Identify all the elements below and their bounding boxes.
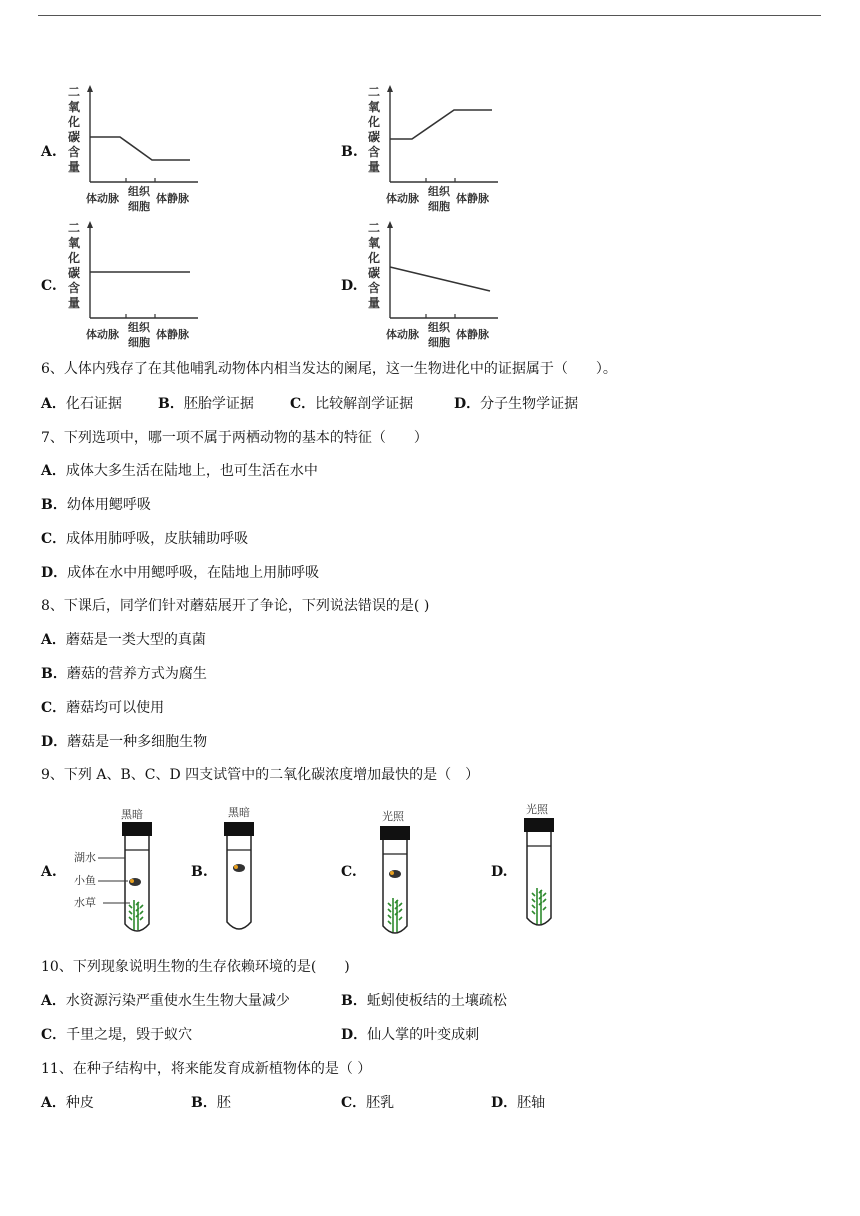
q8-option-d [41, 733, 207, 751]
option-label: A． [41, 993, 66, 1009]
option-label: D． [41, 565, 68, 581]
y-axis-char: 氧 [368, 236, 381, 250]
q10-option-b [341, 992, 507, 1010]
tube-a-figure [68, 804, 178, 939]
y-axis-label [67, 221, 81, 310]
option-label: C． [41, 1027, 67, 1043]
tube-b-figure [210, 804, 270, 939]
q6-option-d [454, 395, 578, 413]
option-text: 蘑菇是一种多细胞生物 [67, 734, 208, 750]
option-label: C． [41, 531, 67, 547]
option-label: A． [41, 396, 66, 412]
option-label: A． [41, 632, 66, 648]
q10-option-a [41, 992, 290, 1010]
y-axis-char: 量 [368, 296, 381, 310]
tube-b [210, 804, 270, 943]
q7-option-a [41, 462, 318, 480]
option-label: D． [41, 734, 68, 750]
x-tick-body-artery: 体动脉 [386, 328, 419, 341]
graph-a [62, 82, 202, 220]
co2-graph-c [62, 218, 202, 352]
x-tick-cells: 细胞 [428, 336, 450, 349]
y-axis-char: 含 [68, 281, 81, 295]
graph-d [362, 218, 502, 356]
option-label: A． [41, 463, 66, 479]
y-axis-char: 氧 [68, 100, 81, 114]
q11-option-c [341, 1094, 394, 1112]
x-tick-body-vein: 体静脉 [156, 192, 189, 205]
y-axis-char: 含 [68, 145, 81, 159]
q9-stem: 9、下列 A、B、C、D 四支试管中的二氧化碳浓度增加最快的是（ ） [41, 767, 480, 783]
option-label: B． [191, 1095, 217, 1111]
y-axis-char: 化 [368, 115, 381, 129]
option-label: A． [41, 1095, 66, 1111]
tube-d-label: D. [491, 864, 508, 880]
tube-a-condition: 黑暗 [121, 808, 143, 821]
q11-stem: 11、在种子结构中，将来能发育成新植物体的是（ ） [41, 1061, 372, 1077]
option-label: B． [41, 666, 67, 682]
y-axis-char: 二 [368, 221, 381, 235]
x-tick-cells: 细胞 [428, 200, 450, 213]
option-text: 比较解剖学证据 [315, 396, 414, 412]
option-text: 化石证据 [65, 396, 122, 412]
y-axis-char: 碳 [368, 130, 381, 144]
q11-option-d [491, 1094, 545, 1112]
option-text: 蘑菇的营养方式为腐生 [66, 666, 207, 682]
option-text: 分子生物学证据 [480, 396, 579, 412]
q10-option-c [41, 1026, 192, 1044]
x-tick-tissue: 组织 [428, 185, 450, 198]
option-text: 胚 [216, 1095, 231, 1111]
header-rule [38, 15, 821, 16]
y-axis-char: 化 [368, 251, 381, 265]
co2-graph-a [62, 82, 202, 216]
tube-d-figure [512, 800, 572, 935]
x-tick-body-artery: 体动脉 [86, 192, 119, 205]
co2-graph-d [362, 218, 502, 352]
y-axis-label [367, 221, 381, 310]
tube-c-figure [368, 804, 428, 939]
x-tick-body-vein: 体静脉 [456, 192, 489, 205]
graph-b [362, 82, 502, 220]
y-axis-label [367, 85, 381, 174]
option-text: 仙人掌的叶变成刺 [367, 1027, 480, 1043]
co2-graph-b [362, 82, 502, 216]
q6-option-a [41, 395, 122, 413]
option-text: 成体用肺呼吸，皮肤辅助呼吸 [66, 531, 249, 547]
x-tick-tissue: 组织 [128, 185, 150, 198]
label-lake-water: 湖水 [74, 851, 96, 864]
y-axis-char: 氧 [368, 100, 381, 114]
q7-option-d [41, 564, 319, 582]
tube-a [68, 804, 178, 943]
option-text: 蘑菇是一类大型的真菌 [65, 632, 206, 648]
x-tick-body-artery: 体动脉 [86, 328, 119, 341]
option-label: B． [341, 993, 367, 1009]
q7-option-b [41, 496, 151, 514]
label-small-fish: 小鱼 [74, 874, 96, 887]
option-text: 千里之堤，毁于蚁穴 [66, 1027, 193, 1043]
tube-b-label: B. [191, 864, 208, 880]
y-axis-char: 二 [68, 85, 81, 99]
q11-option-a [41, 1094, 94, 1112]
option-label: C． [41, 700, 67, 716]
option-text: 成体在水中用鳃呼吸，在陆地上用肺呼吸 [67, 565, 320, 581]
y-axis-char: 二 [368, 85, 381, 99]
graph-c [62, 218, 202, 356]
option-text: 蘑菇均可以使用 [66, 700, 165, 716]
y-axis-char: 碳 [368, 266, 381, 280]
y-axis-char: 氧 [68, 236, 81, 250]
y-axis-char: 碳 [68, 266, 81, 280]
tube-c-label: C. [341, 864, 357, 880]
option-text: 幼体用鳃呼吸 [66, 497, 151, 513]
y-axis-label [67, 85, 81, 174]
graph-option-b-label: B. [341, 144, 358, 160]
graph-option-d-label: D. [341, 278, 358, 294]
x-tick-tissue: 组织 [128, 321, 150, 334]
q8-option-a [41, 631, 206, 649]
y-axis-char: 二 [68, 221, 81, 235]
y-axis-char: 量 [368, 160, 381, 174]
tube-c-condition: 光照 [382, 810, 404, 823]
y-axis-char: 化 [68, 115, 81, 129]
option-label: B． [158, 396, 184, 412]
option-label: D． [341, 1027, 368, 1043]
q8-stem: 8、下课后，同学们针对蘑菇展开了争论，下列说法错误的是( ) [41, 598, 430, 614]
q11-option-b [191, 1094, 231, 1112]
q10-option-d [341, 1026, 479, 1044]
label-water-plant: 水草 [74, 896, 96, 909]
option-text: 种皮 [65, 1095, 94, 1111]
option-label: C． [341, 1095, 367, 1111]
x-tick-body-vein: 体静脉 [456, 328, 489, 341]
tube-d [512, 800, 572, 939]
x-tick-cells: 细胞 [128, 336, 150, 349]
x-tick-tissue: 组织 [428, 321, 450, 334]
q6-option-c [290, 395, 413, 413]
tube-d-condition: 光照 [526, 803, 548, 816]
q10-stem: 10、下列现象说明生物的生存依赖环境的是( ) [41, 959, 350, 975]
tube-a-label: A. [41, 864, 57, 880]
option-label: D． [454, 396, 481, 412]
x-tick-cells: 细胞 [128, 200, 150, 213]
y-axis-char: 碳 [68, 130, 81, 144]
option-text: 水资源污染严重使水生生物大量减少 [65, 993, 290, 1009]
option-text: 成体大多生活在陆地上，也可生活在水中 [65, 463, 318, 479]
option-text: 蚯蚓使板结的土壤疏松 [366, 993, 507, 1009]
y-axis-char: 含 [368, 281, 381, 295]
tube-c [368, 804, 428, 943]
q8-option-b [41, 665, 207, 683]
option-text: 胚轴 [517, 1095, 546, 1111]
x-tick-body-artery: 体动脉 [386, 192, 419, 205]
q6-option-b [158, 395, 254, 413]
y-axis-char: 量 [68, 296, 81, 310]
graph-option-c-label: C. [41, 278, 57, 294]
x-tick-body-vein: 体静脉 [156, 328, 189, 341]
q8-option-c [41, 699, 164, 717]
y-axis-char: 含 [368, 145, 381, 159]
y-axis-char: 化 [68, 251, 81, 265]
option-label: C． [290, 396, 316, 412]
q7-option-c [41, 530, 248, 548]
y-axis-char: 量 [68, 160, 81, 174]
tube-b-condition: 黑暗 [228, 806, 250, 819]
option-label: B． [41, 497, 67, 513]
q6-stem: 6、人体内残存了在其他哺乳动物体内相当发达的阑尾，这一生物进化中的证据属于（ ）。 [41, 361, 617, 377]
option-label: D． [491, 1095, 518, 1111]
q7-stem: 7、下列选项中，哪一项不属于两栖动物的基本的特征（ ） [41, 430, 428, 446]
option-text: 胚胎学证据 [183, 396, 254, 412]
graph-option-a-label: A. [41, 144, 57, 160]
option-text: 胚乳 [366, 1095, 395, 1111]
